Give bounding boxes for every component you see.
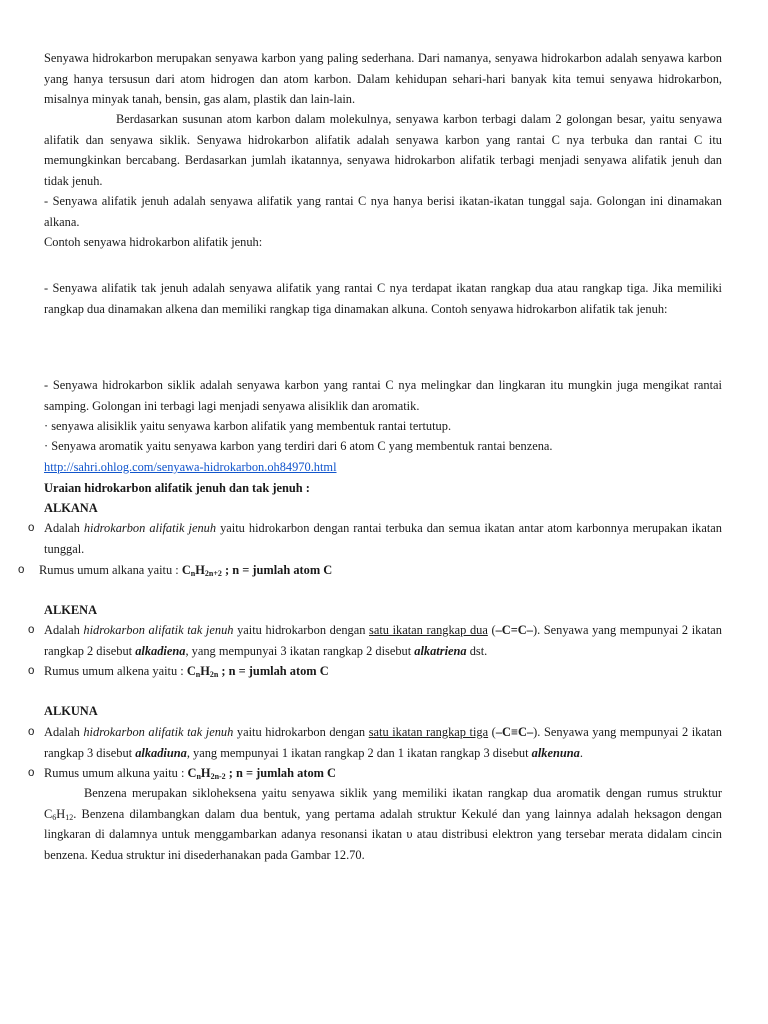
alkena-formula-item [28,661,722,682]
alkena-heading: ALKENA [44,603,98,617]
bullet-circle-icon: o [18,564,25,576]
alkana-formula-text: Rumus umum alkana yaitu : $C_nH_{2n+2}$ ; n = jumlah atom C [39,563,333,578]
cyclic-paragraph: - Senyawa hidrokarbon siklik adalah senyawa karbon yang rantai C nya melingkar dan lingkaran itu mungkin juga mengikat rantai samping. Golongan ini terbagi lagi menjadi senyawa alisiklik dan aromatik. [44,378,722,413]
unsaturated-paragraph: - Senyawa alifatik tak jenuh adalah senyawa alifatik yang rantai C nya terdapat ikatan rangkap dua atau rangkap tiga. Jika memiliki rangkap dua dinamakan alkena dan memiliki rangkap tiga dinamakan alkuna. Contoh senyawa hidrokarbon alifatik tak jenuh: [44,281,722,316]
bullet-circle-icon: o [28,726,35,738]
alkana-definition-item [28,518,722,560]
alkena-formula-text: Rumus umum alkena yaitu : $C_nH_{2n}$ ; n = jumlah atom C [44,664,329,679]
alkuna-definition-text: Adalah hidrokarbon alifatik tak jenuh yaitu hidrokarbon dengan satu ikatan rangkap tiga (–C≡C–). Senyawa yang mempunyai 2 ikatan rangkap 3 disebut alkadiuna, yang mempunyai 1 ikatan rangkap 2 dan 1 ikatan rangkap 3 disebut alkenuna. [44,725,722,760]
benzena-paragraph: Benzena merupakan sikloheksena yaitu senyawa siklik yang memiliki ikatan rangkap dua aromatik dengan rumus struktur $C_6H_{12}$. Benzena dilambangkan dalam dua bentuk, yang pertama adalah struktur Kekulé dan yang lainnya adalah heksagon dengan lingkaran di dalamnya untuk menggambarkan adanya resonansi ikatan υ atau distribusi elektron yang tersebar merata didalam cincin benzena. Kedua struktur ini disederhanakan pada Gambar 12.70. [44,786,722,862]
alicyclic-paragraph: · senyawa alisiklik yaitu senyawa karbon alifatik yang membentuk rantai tertutup. [44,419,452,433]
aromatic-paragraph: · Senyawa aromatik yaitu senyawa karbon yang terdiri dari 6 atom C yang membentuk rantai benzena. [44,439,553,453]
alkana-heading: ALKANA [44,501,98,515]
alkuna-formula-item [28,763,722,784]
classification-paragraph: Berdasarkan susunan atom karbon dalam molekulnya, senyawa karbon terbagi dalam 2 golongan besar, yaitu senyawa alifatik dan senyawa siklik. Senyawa hidrokarbon alifatik adalah senyawa karbon yang rantai C nya terbuka dan rantai C itu memungkinkan bercabang. Berdasarkan jumlah ikatannya, senyawa hidrokarbon alifatik terbagi menjadi senyawa alifatik jenuh dan tidak jenuh. [44,112,722,188]
bullet-circle-icon: o [28,624,35,636]
alkuna-definition-item [28,722,722,764]
alkena-definition-item [28,620,722,662]
source-link-line [44,457,722,478]
source-link[interactable]: http://sahri.ohlog.com/senyawa-hidrokarbon.oh84970.html [44,460,337,474]
bullet-circle-icon: o [28,522,35,534]
uraian-heading: Uraian hidrokarbon alifatik jenuh dan tak jenuh : [44,481,310,495]
bullet-circle-icon: o [28,665,35,677]
saturated-example-label: Contoh senyawa hidrokarbon alifatik jenuh: [44,235,263,249]
alkana-definition-text: Adalah hidrokarbon alifatik jenuh yaitu hidrokarbon dengan rantai terbuka dan semua ikatan antar atom karbonnya merupakan ikatan tunggal. [44,521,722,556]
alkuna-heading: ALKUNA [44,704,98,718]
alkuna-formula-text: Rumus umum alkuna yaitu : $C_nH_{2n-2}$ ; n = jumlah atom C [44,766,337,781]
alkana-formula-item [18,560,712,581]
alkena-definition-text: Adalah hidrokarbon alifatik tak jenuh yaitu hidrokarbon dengan satu ikatan rangkap dua (–C=C–). Senyawa yang mempunyai 2 ikatan rangkap 2 disebut alkadiena, yang mempunyai 3 ikatan rangkap 2 disebut alkatriena dst. [44,623,722,658]
saturated-paragraph: - Senyawa alifatik jenuh adalah senyawa alifatik yang rantai C nya hanya berisi ikatan-ikatan tunggal saja. Golongan ini dinamakan alkana. [44,194,722,229]
bullet-circle-icon: o [28,767,35,779]
intro-paragraph: Senyawa hidrokarbon merupakan senyawa karbon yang paling sederhana. Dari namanya, senyawa hidrokarbon adalah senyawa karbon yang hanya tersusun dari atom hidrogen dan atom karbon. Dalam kehidupan sehari-hari banyak kita temui senyawa hidrokarbon, misalnya minyak tanah, bensin, gas alam, plastik dan lain-lain. [44,51,722,106]
